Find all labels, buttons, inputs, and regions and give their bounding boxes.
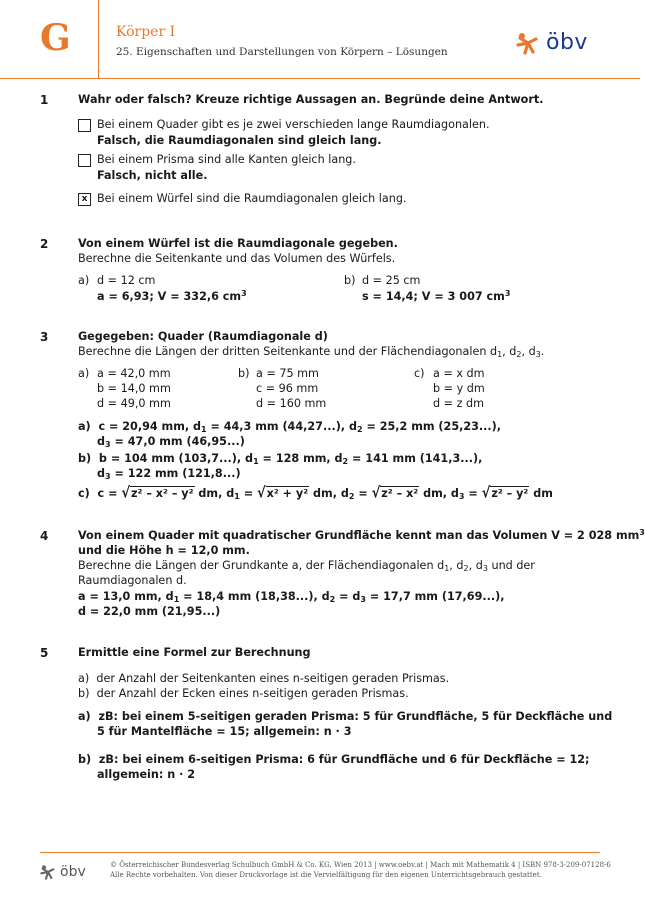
given-value: b = 14,0 mm bbox=[97, 382, 171, 395]
question: a) der Anzahl der Seitenkanten eines n-seitigen geraden Prismas. bbox=[78, 672, 450, 685]
publisher-logo bbox=[516, 30, 588, 55]
page-title: Körper I bbox=[116, 24, 176, 40]
task-instruction: Berechne die Seitenkante und das Volumen des Würfels. bbox=[78, 252, 396, 265]
given-value: d = 25 cm bbox=[362, 274, 421, 287]
answer: $d_3 = 47,0$ mm (46,95...) bbox=[97, 435, 245, 449]
obv-star-icon bbox=[516, 31, 540, 55]
task-heading: Ermittle eine Formel zur Berechnung bbox=[78, 646, 311, 659]
given-value: d = 160 mm bbox=[256, 397, 327, 410]
footer-rule bbox=[40, 852, 600, 853]
answer: allgemein: n · 2 bbox=[97, 768, 196, 781]
item-label: a) bbox=[78, 274, 90, 287]
copyright-text: © Österreichischer Bundesverlag Schulbuch GmbH & Co. KG, Wien 2013 | www.oebv.at | Mach mit Mathematik 4 | ISBN 978-3-209-07128-6 Alle Rechte vorbehalten. Von dieser Druckvorlage ist die Vervielfältigung für den eigenen Unterrichtsgebrauch gestattet. bbox=[110, 861, 611, 879]
given-value: a = x dm bbox=[433, 367, 485, 380]
given-value: a = 42,0 mm bbox=[97, 367, 171, 380]
statement: Bei einem Prisma sind alle Kanten gleich lang. bbox=[97, 153, 356, 166]
item-label: b) bbox=[238, 367, 250, 380]
answer: $d_3 = 122$ mm (121,8...) bbox=[97, 467, 241, 481]
header-rule bbox=[0, 78, 640, 79]
given-value: a = 75 mm bbox=[256, 367, 319, 380]
footer-logo bbox=[40, 864, 86, 880]
checkbox[interactable] bbox=[78, 119, 91, 132]
answer: b) b = 104 mm (103,7...), $d_1 = 128$ mm, $d_2 = 141$ mm (141,3...), bbox=[78, 452, 483, 466]
task-heading: Von einem Würfel ist die Raumdiagonale gegeben. bbox=[78, 237, 398, 250]
task-number: 5 bbox=[40, 646, 49, 660]
checkbox-checked[interactable]: x bbox=[78, 193, 91, 206]
task-number: 4 bbox=[40, 529, 49, 543]
answer: a = 13,0 mm, $d_1 = 18,4$ mm (18,38...), $d_2 = d_3 = 17,7$ mm (17,69...), bbox=[78, 590, 505, 604]
given-value: c = 96 mm bbox=[256, 382, 319, 395]
item-label: b) bbox=[344, 274, 356, 287]
page-subtitle: 25. Eigenschaften und Darstellungen von Körpern – Lösungen bbox=[116, 46, 448, 58]
given-value: b = y dm bbox=[433, 382, 485, 395]
answer: s = 14,4; V = 3 007 $cm^3$ bbox=[362, 289, 511, 303]
statement: Bei einem Quader gibt es je zwei verschieden lange Raumdiagonalen. bbox=[97, 118, 490, 131]
answer: a) zB: bei einem 5-seitigen geraden Prisma: 5 für Grundfläche, 5 für Deckfläche und bbox=[78, 710, 613, 723]
task-heading: und die Höhe h = 12,0 mm. bbox=[78, 544, 250, 557]
given-value: d = 12 cm bbox=[97, 274, 156, 287]
item-label: c) bbox=[414, 367, 425, 380]
header-divider bbox=[98, 0, 99, 78]
task-number: 1 bbox=[40, 93, 49, 107]
given-value: d = z dm bbox=[433, 397, 485, 410]
statement: Bei einem Würfel sind die Raumdiagonalen gleich lang. bbox=[97, 192, 407, 205]
task-instruction: Berechne die Längen der dritten Seitenkante und der Flächendiagonalen $d_1$, $d_2$, $d_3$. bbox=[78, 345, 545, 359]
item-label: a) bbox=[78, 367, 90, 380]
answer-formula: c) c = √z² – x² – y² dm, $d_1 = √x^2 + y^2$ dm, $d_2 = √z^2 - x^2$ dm, $d_3 = √z^2 - y^2$ dm bbox=[78, 484, 553, 503]
task-instruction: Raumdiagonalen d. bbox=[78, 574, 187, 587]
answer: d = 22,0 mm (21,95...) bbox=[78, 605, 221, 618]
answer: a) c = 20,94 mm, $d_1 = 44,3$ mm (44,27...), $d_2 = 25,2$ mm (25,23...), bbox=[78, 420, 502, 434]
task-heading: Wahr oder falsch? Kreuze richtige Aussagen an. Begründe deine Antwort. bbox=[78, 93, 544, 106]
answer: 5 für Mantelfläche = 15; allgemein: n · 3 bbox=[97, 725, 352, 738]
logo-text: öbv bbox=[546, 30, 588, 55]
task-number: 3 bbox=[40, 330, 49, 344]
answer: Falsch, die Raumdiagonalen sind gleich lang. bbox=[97, 134, 382, 147]
given-value: d = 49,0 mm bbox=[97, 397, 171, 410]
answer: a = 6,93; V = 332,6 $cm^3$ bbox=[97, 289, 247, 303]
checkbox[interactable] bbox=[78, 154, 91, 167]
footer-logo-text: öbv bbox=[60, 864, 86, 880]
obv-star-icon bbox=[40, 864, 56, 880]
task-heading: Gegegeben: Quader (Raumdiagonale d) bbox=[78, 330, 328, 343]
answer: b) zB: bei einem 6-seitigen Prisma: 6 für Grundfläche und 6 für Deckfläche = 12; bbox=[78, 753, 590, 766]
task-heading: Von einem Quader mit quadratischer Grundfläche kennt man das Volumen V = 2 028 $mm^3$ bbox=[78, 528, 645, 542]
task-number: 2 bbox=[40, 237, 49, 251]
task-instruction: Berechne die Längen der Grundkante a, der Flächendiagonalen $d_1$, $d_2$, $d_3$ und der bbox=[78, 559, 535, 573]
answer: Falsch, nicht alle. bbox=[97, 169, 208, 182]
chapter-letter: G bbox=[40, 17, 71, 59]
question: b) der Anzahl der Ecken eines n-seitigen geraden Prismas. bbox=[78, 687, 409, 700]
